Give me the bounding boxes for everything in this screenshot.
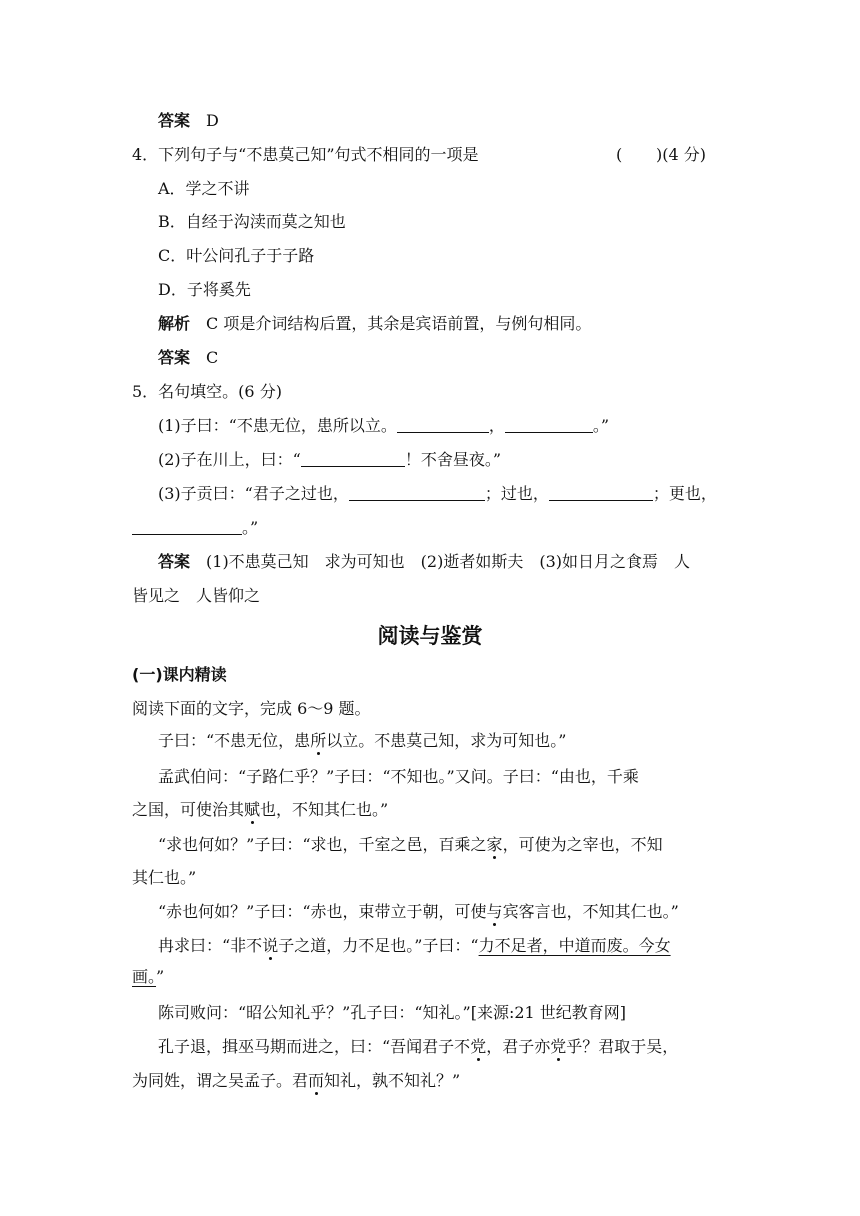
passage-text: “赤也何如？”子曰：“赤也，束带立于朝，可使 (158, 902, 487, 921)
q5-answer-cont: 皆见之 人皆仰之 (132, 586, 261, 605)
section-title: 阅读与鉴赏 (377, 624, 483, 648)
fill-blank (505, 416, 593, 433)
passage-line (158, 730, 566, 752)
passage-text: 为同姓，谓之吴孟子。君 (132, 1071, 309, 1090)
dotted-char: 家 (486, 835, 503, 854)
q5-text: (3)子贡曰：“君子之过也， (158, 484, 349, 503)
section-subtitle: (一)课内精读 (132, 665, 227, 684)
answer-text: (1)不患莫己知 求为可知也 (2)逝者如斯夫 (3)如日月之食焉 人 (206, 552, 691, 571)
q4-analysis (158, 313, 591, 335)
passage-text: 子曰：“不患无位，患 (158, 731, 311, 750)
passage-line (158, 766, 639, 788)
passage-line (158, 834, 663, 856)
passage-text: ，可使为之宰也，不知 (502, 835, 663, 854)
q5-text: 。” (592, 416, 610, 435)
analysis-label: 解析 (158, 314, 191, 333)
q4-option-b: B．自经于沟渎而莫之知也 (158, 212, 346, 231)
passage-text: ，君子亦 (486, 1037, 551, 1056)
passage-line (158, 1002, 626, 1024)
q5-line-2 (158, 449, 501, 471)
q5-text: ， (488, 416, 505, 435)
passage-line (158, 1036, 678, 1058)
section-instruction: 阅读下面的文字，完成 6～9 题。 (132, 699, 371, 718)
passage-text: 子之道，力不足也。”子曰：“ (278, 936, 479, 955)
q5-text: (1)子曰：“不患无位，患所以立。 (158, 416, 397, 435)
dotted-char: 所 (310, 731, 327, 750)
passage-text: 孔子退，揖巫马期而进之，曰：“吾闻君子不 (158, 1037, 471, 1056)
q4-option-a: A．学之不讲 (158, 179, 250, 198)
passage-line (158, 935, 671, 957)
q5-line-1 (158, 415, 609, 437)
underlined-text: 画。 (132, 967, 157, 986)
dotted-char: 与 (486, 902, 503, 921)
passage-text: ” (156, 967, 165, 986)
q5-stem: 5．名句填空。(6 分) (132, 382, 282, 401)
dotted-char: 而 (308, 1071, 325, 1090)
q4-option-c: C．叶公问孔子于子路 (158, 246, 315, 265)
q4-option-d: D．子将奚先 (158, 280, 251, 299)
q4-answer (158, 347, 218, 369)
passage-text: 宾客言也，不知其仁也。” (502, 902, 679, 921)
analysis-text: C 项是介词结构后置，其余是宾语前置，与例句相同。 (206, 314, 592, 333)
fill-blank (349, 484, 485, 501)
q5-line-4 (132, 517, 258, 539)
passage-text: 以立。不患莫己知，求为可知也。” (326, 731, 567, 750)
dotted-char: 党 (470, 1037, 487, 1056)
passage-text: 其仁也。” (132, 868, 197, 887)
answer-label: 答案 (158, 111, 191, 130)
q5-text: ！不舍昼夜。” (404, 450, 502, 469)
answer-label: 答案 (158, 348, 191, 367)
fill-blank (301, 450, 405, 467)
answer-value: C (206, 348, 219, 367)
answer-value: D (206, 111, 219, 130)
passage-text: “求也何如？”子曰：“求也，千室之邑，百乘之 (158, 835, 487, 854)
q5-text: 。” (242, 518, 259, 537)
q5-text: (2)子在川上，曰：“ (158, 450, 301, 469)
dotted-char: 赋 (244, 800, 261, 819)
dotted-char: 说 (262, 936, 279, 955)
passage-line (132, 799, 388, 821)
dotted-char: 党 (550, 1037, 567, 1056)
fill-blank (549, 484, 653, 501)
q4-stem: 4．下列句子与“不患莫己知”句式不相同的一项是 (132, 145, 479, 164)
q4-score-open: ( (616, 145, 623, 164)
q5-line-3 (158, 483, 717, 505)
passage-text: 陈司败问：“昭公知礼乎？”孔子曰：“知礼。”[来源:21 世纪教育网] (158, 1003, 627, 1022)
q5-text: ；过也， (484, 484, 549, 503)
passage-text: 乎？君取于吴， (566, 1037, 679, 1056)
passage-line (132, 1070, 460, 1092)
q5-text: ；更也， (652, 484, 717, 503)
q5-answer (158, 551, 690, 573)
q4-score: )(4 分) (656, 145, 706, 164)
passage-text: 也，不知其仁也。” (260, 800, 389, 819)
passage-text: 之国，可使治其 (132, 800, 245, 819)
answer-label: 答案 (158, 552, 191, 571)
passage-text: 知礼，孰不知礼？” (324, 1071, 461, 1090)
passage-line (132, 966, 164, 988)
fill-blank (132, 518, 242, 535)
passage-line (132, 867, 196, 889)
passage-line (158, 901, 679, 923)
passage-text: 孟武伯问：“子路仁乎？”子曰：“不知也。”又问。子曰：“由也，千乘 (158, 767, 639, 786)
passage-text: 冉求曰：“非不 (158, 936, 263, 955)
fill-blank (397, 416, 489, 433)
q3-answer (158, 110, 219, 132)
underlined-text: 力不足者，中道而废。今女 (478, 936, 671, 955)
